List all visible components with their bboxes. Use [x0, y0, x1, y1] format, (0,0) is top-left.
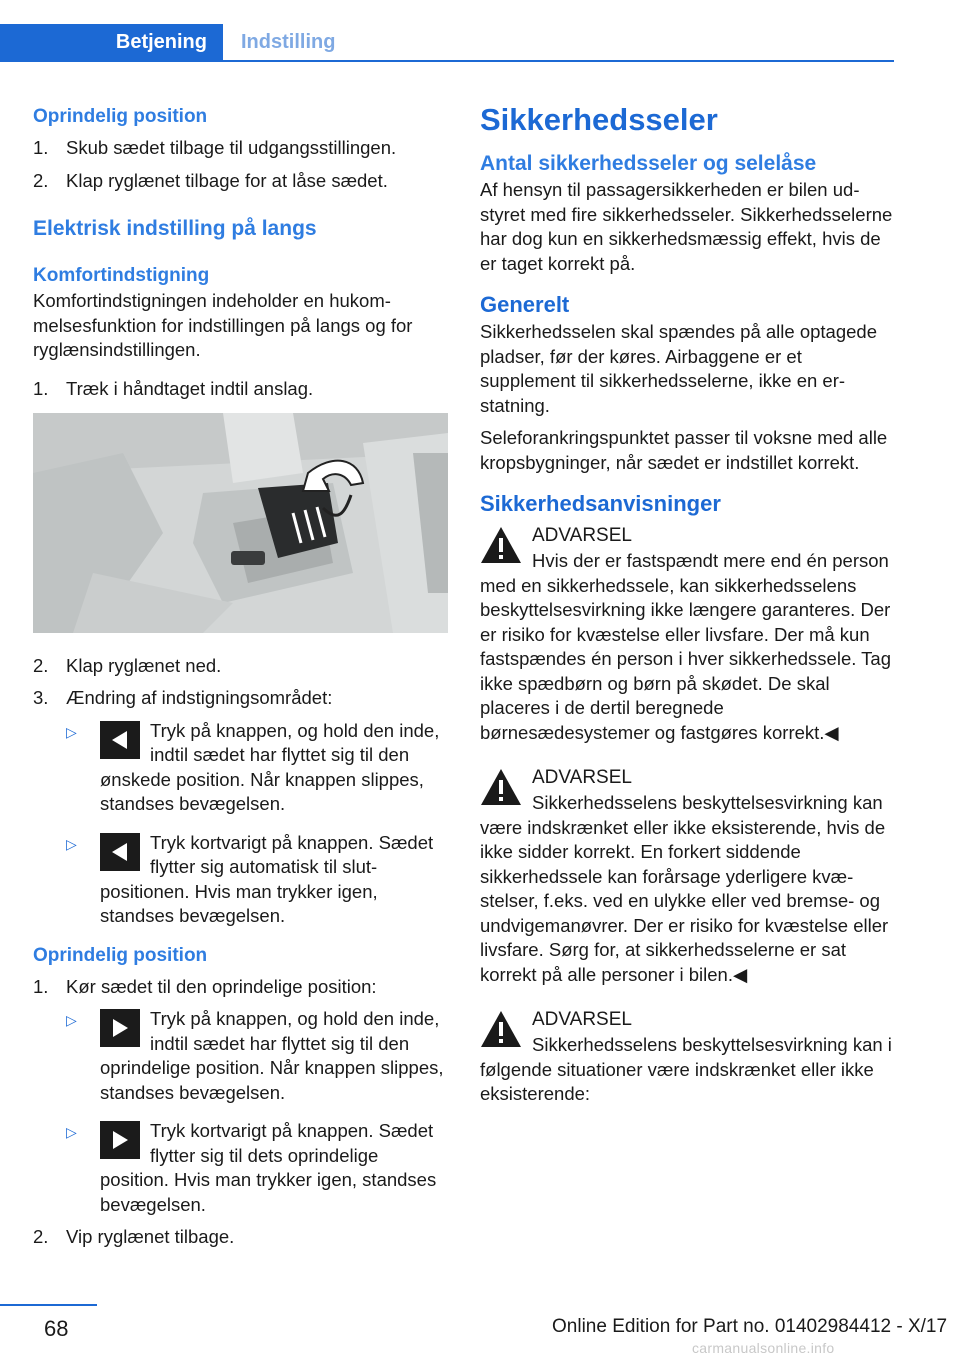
- bullet-triangle-icon: ▷: [66, 835, 77, 852]
- warning-title: ADVARSEL: [532, 525, 632, 546]
- warning-text: Sikkerhedsselens beskyttelsesvirkning kan i følgende situationer være indskrænket eller ikke eksisterende:: [480, 1034, 892, 1104]
- warning-triangle-icon: [480, 525, 522, 565]
- tab-indstilling[interactable]: Indstilling: [241, 31, 336, 53]
- heading-oprindelig-position-2: Oprindelig position: [33, 944, 208, 966]
- steps-komfort: [33, 377, 448, 402]
- step-text: Træk i håndtaget indtil anslag.: [66, 377, 314, 399]
- sub-text: Tryk kortvarigt på knappen. Sædet flytter sig automatisk til slutpositionen. Hvis man trykker igen, standses bevægelsen.: [100, 831, 434, 926]
- right-column: [480, 100, 896, 1107]
- page-number: 68: [44, 1316, 69, 1341]
- edition-text: Online Edition for Part no. 01402984412 - X/17: [552, 1316, 948, 1337]
- seat-back-button-icon: [100, 833, 140, 871]
- step-number: 2.: [33, 1226, 49, 1247]
- warning-block-1: [480, 523, 896, 745]
- step-number: 1.: [33, 975, 49, 997]
- heading-komfortindstigning: Komfortindstigning: [33, 265, 210, 286]
- seat-back-button-icon: [100, 721, 140, 759]
- heading-oprindelig-position-1: Oprindelig position: [33, 106, 208, 127]
- bullet-triangle-icon: ▷: [66, 1012, 77, 1028]
- footer-divider: [0, 1304, 97, 1306]
- list-item: [66, 719, 448, 817]
- list-item: [66, 1007, 448, 1105]
- sub-text: Tryk kortvarigt på knappen. Sædet flytter sig til dets oprindelige position. Hvis man trykker igen, standses bevægelsen.: [100, 1120, 437, 1215]
- page-title: Sikkerhedsseler: [480, 102, 718, 137]
- warning-title: ADVARSEL: [532, 767, 632, 788]
- komfort-paragraph: Komfortindstigningen indeholder en hukommelsesfunktion for indstillingen på langs og for ryglænsindstillingen.: [33, 290, 413, 360]
- seat-handle-photo: [33, 413, 448, 633]
- step-number: 3.: [33, 687, 49, 708]
- step-text: Ændring af indstigningsområdet:: [66, 687, 333, 708]
- list-item: [33, 975, 448, 1218]
- list-item: [66, 1119, 448, 1217]
- warning-text: Hvis der er fastspændt mere end én person med en sikkerhedssele, kan sikkerhedsselens beskyttelsesvirkning ikke længere garanteres. Der er risiko for kvæstelse eller livsfare. Der må kun fastspændes én person i hver sikkerhedssele. Tag ikke spædbørn og børn på skødet. De skal placeres i de dertil beregnede børnesædesystemer og fastgøres korrekt.◀: [480, 550, 892, 743]
- antal-paragraph: Af hensyn til passagersikkerheden er bilen udstyret med fire sikkerhedsseler. Sikkerhedsselerne har dog kun en sikkerhedsmæssig effekt, hvis de er taget korrekt på.: [480, 179, 893, 274]
- warning-triangle-icon: [480, 1009, 522, 1049]
- step-text: Kør sædet til den oprindelige position:: [66, 975, 377, 997]
- step-text: Klap ryglænet ned.: [66, 654, 222, 676]
- left-column: [33, 100, 448, 1250]
- bullet-triangle-icon: ▷: [66, 1124, 77, 1140]
- step-number: 1.: [33, 137, 49, 158]
- heading-generelt: Generelt: [480, 292, 570, 317]
- bullet-triangle-icon: ▷: [66, 723, 77, 740]
- header-divider: [0, 60, 894, 62]
- steps-oprindelig-1: [33, 136, 448, 193]
- page-header: [0, 0, 960, 64]
- list-item: [33, 169, 448, 194]
- step-text: Klap ryglænet tilbage for at låse sædet.: [66, 169, 388, 191]
- generelt-paragraph-2: Seleforankringspunktet passer til voksne med alle kropsbygninger, når sædet er indstillet korrekt.: [480, 427, 888, 473]
- seat-forward-button-icon: [100, 1121, 140, 1159]
- steps-oprindelig-2: [33, 975, 448, 1250]
- step-number: 1.: [33, 377, 49, 399]
- step-text: Skub sædet tilbage til udgangsstillingen.: [66, 137, 397, 158]
- heading-sikkerhedsanvisninger: Sikkerhedsanvisninger: [480, 491, 721, 516]
- sub-text: Tryk på knappen, og hold den inde, indtil sædet har flyttet sig til den oprindelige position. Når knappen slippes, standses bevægelsen.: [100, 1008, 444, 1103]
- list-item: [33, 377, 448, 402]
- sublist-indstigning: [66, 719, 448, 929]
- sub-text: Tryk på knappen, og hold den inde, indtil sædet har flyttet sig til den ønskede position. Når knappen slippes, standses bevægelsen.: [100, 719, 440, 814]
- warning-text: Sikkerhedsselens beskyttelsesvirkning kan være indskrænket eller ikke eksisterende, hvis de ikke sidder korrekt. En forkert siddende sikkerhedssele kan forårsage yderligere kvæstelser, f.eks. ved en ulykke eller ved bremse- og undvigemanøvrer. Der er risiko for kvæstelse eller livsfare. Sørg for, at sikkerhedsselerne er sat korrekt på alle personer i bilen.◀: [480, 792, 889, 985]
- list-item: [33, 136, 448, 161]
- list-item: [33, 654, 448, 679]
- steps-komfort-2: [33, 654, 448, 929]
- watermark: carmanualsonline.info: [692, 1340, 835, 1356]
- step-number: 2.: [33, 654, 49, 676]
- sublist-oprindelig: [66, 1007, 448, 1217]
- step-number: 2.: [33, 169, 49, 191]
- heading-antal-sikkerhedsseler: Antal sikkerhedsseler og selelåse: [480, 152, 817, 175]
- list-item: [33, 1225, 448, 1250]
- step-text: Vip ryglænet tilbage.: [66, 1226, 235, 1247]
- warning-triangle-icon: [480, 767, 522, 807]
- generelt-paragraph-1: Sikkerhedsselen skal spændes på alle optagede pladser, før der køres. Airbaggene er et supplement til sikkerhedsselerne, ikke en erstatning.: [480, 321, 877, 416]
- tab-betjening[interactable]: Betjening: [0, 24, 223, 61]
- warning-block-2: [480, 765, 896, 987]
- list-item: [33, 686, 448, 929]
- heading-elektrisk-indstilling: Elektrisk indstilling på langs: [33, 217, 317, 240]
- list-item: [66, 831, 448, 929]
- warning-title: ADVARSEL: [532, 1009, 632, 1030]
- warning-block-3: [480, 1007, 896, 1107]
- seat-forward-button-icon: [100, 1009, 140, 1047]
